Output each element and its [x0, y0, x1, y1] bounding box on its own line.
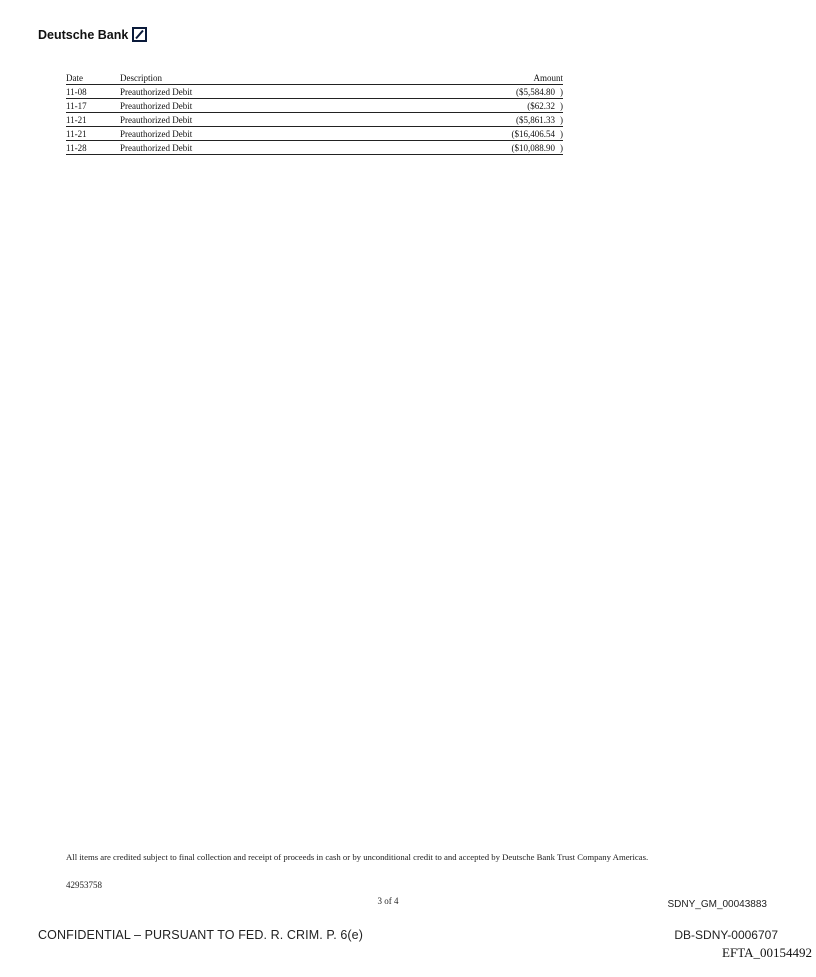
amount-close-paren: ) [560, 115, 563, 125]
table-header [66, 73, 563, 85]
row-description: Preauthorized Debit [120, 129, 193, 139]
date-column-header: Date [66, 73, 83, 83]
amount-close-paren: ) [560, 101, 563, 111]
table-row [66, 127, 563, 141]
table-row [66, 85, 563, 99]
bates-number-sdny-gm: SDNY_GM_00043883 [667, 899, 767, 910]
row-amount-cell [443, 115, 563, 126]
row-amount: ($5,861.33 [516, 115, 555, 125]
row-amount-cell [443, 87, 563, 98]
amount-close-paren: ) [560, 87, 563, 97]
account-number: 42953758 [66, 880, 102, 890]
table-row [66, 141, 563, 155]
row-description: Preauthorized Debit [120, 143, 193, 153]
deutsche-bank-logo-icon [132, 27, 147, 42]
table-row [66, 113, 563, 127]
row-amount: ($16,406.54 [511, 129, 555, 139]
amount-close-paren: ) [560, 129, 563, 139]
bates-number-db-sdny: DB-SDNY-0006707 [674, 928, 778, 942]
description-column-header: Description [120, 73, 162, 83]
row-amount: ($10,088.90 [511, 143, 555, 153]
row-date: 11-21 [66, 129, 87, 139]
efta-identifier: EFTA_00154492 [722, 945, 812, 960]
credit-disclaimer: All items are credited subject to final collection and receipt of proceeds in cash or by unconditional credit to and accepted by Deutsche Bank Trust Company Americas. [66, 852, 649, 862]
row-amount-cell [443, 143, 563, 154]
row-amount: ($62.32 [527, 101, 555, 111]
bank-name: Deutsche Bank [38, 27, 129, 42]
row-description: Preauthorized Debit [120, 115, 193, 125]
amount-close-paren: ) [560, 143, 563, 153]
bank-logo [38, 27, 147, 42]
page-number: 3 of 4 [377, 896, 399, 906]
transactions-table [66, 73, 563, 155]
row-date: 11-21 [66, 115, 87, 125]
row-date: 11-08 [66, 87, 87, 97]
row-date: 11-17 [66, 101, 87, 111]
row-amount-cell [443, 129, 563, 140]
row-amount-cell [443, 101, 563, 112]
amount-column-header: Amount [533, 73, 563, 83]
row-description: Preauthorized Debit [120, 101, 193, 111]
row-description: Preauthorized Debit [120, 87, 193, 97]
row-amount: ($5,584.80 [516, 87, 555, 97]
confidential-notice: CONFIDENTIAL – PURSUANT TO FED. R. CRIM. P. 6(e) [38, 928, 363, 942]
row-date: 11-28 [66, 143, 87, 153]
table-row [66, 99, 563, 113]
